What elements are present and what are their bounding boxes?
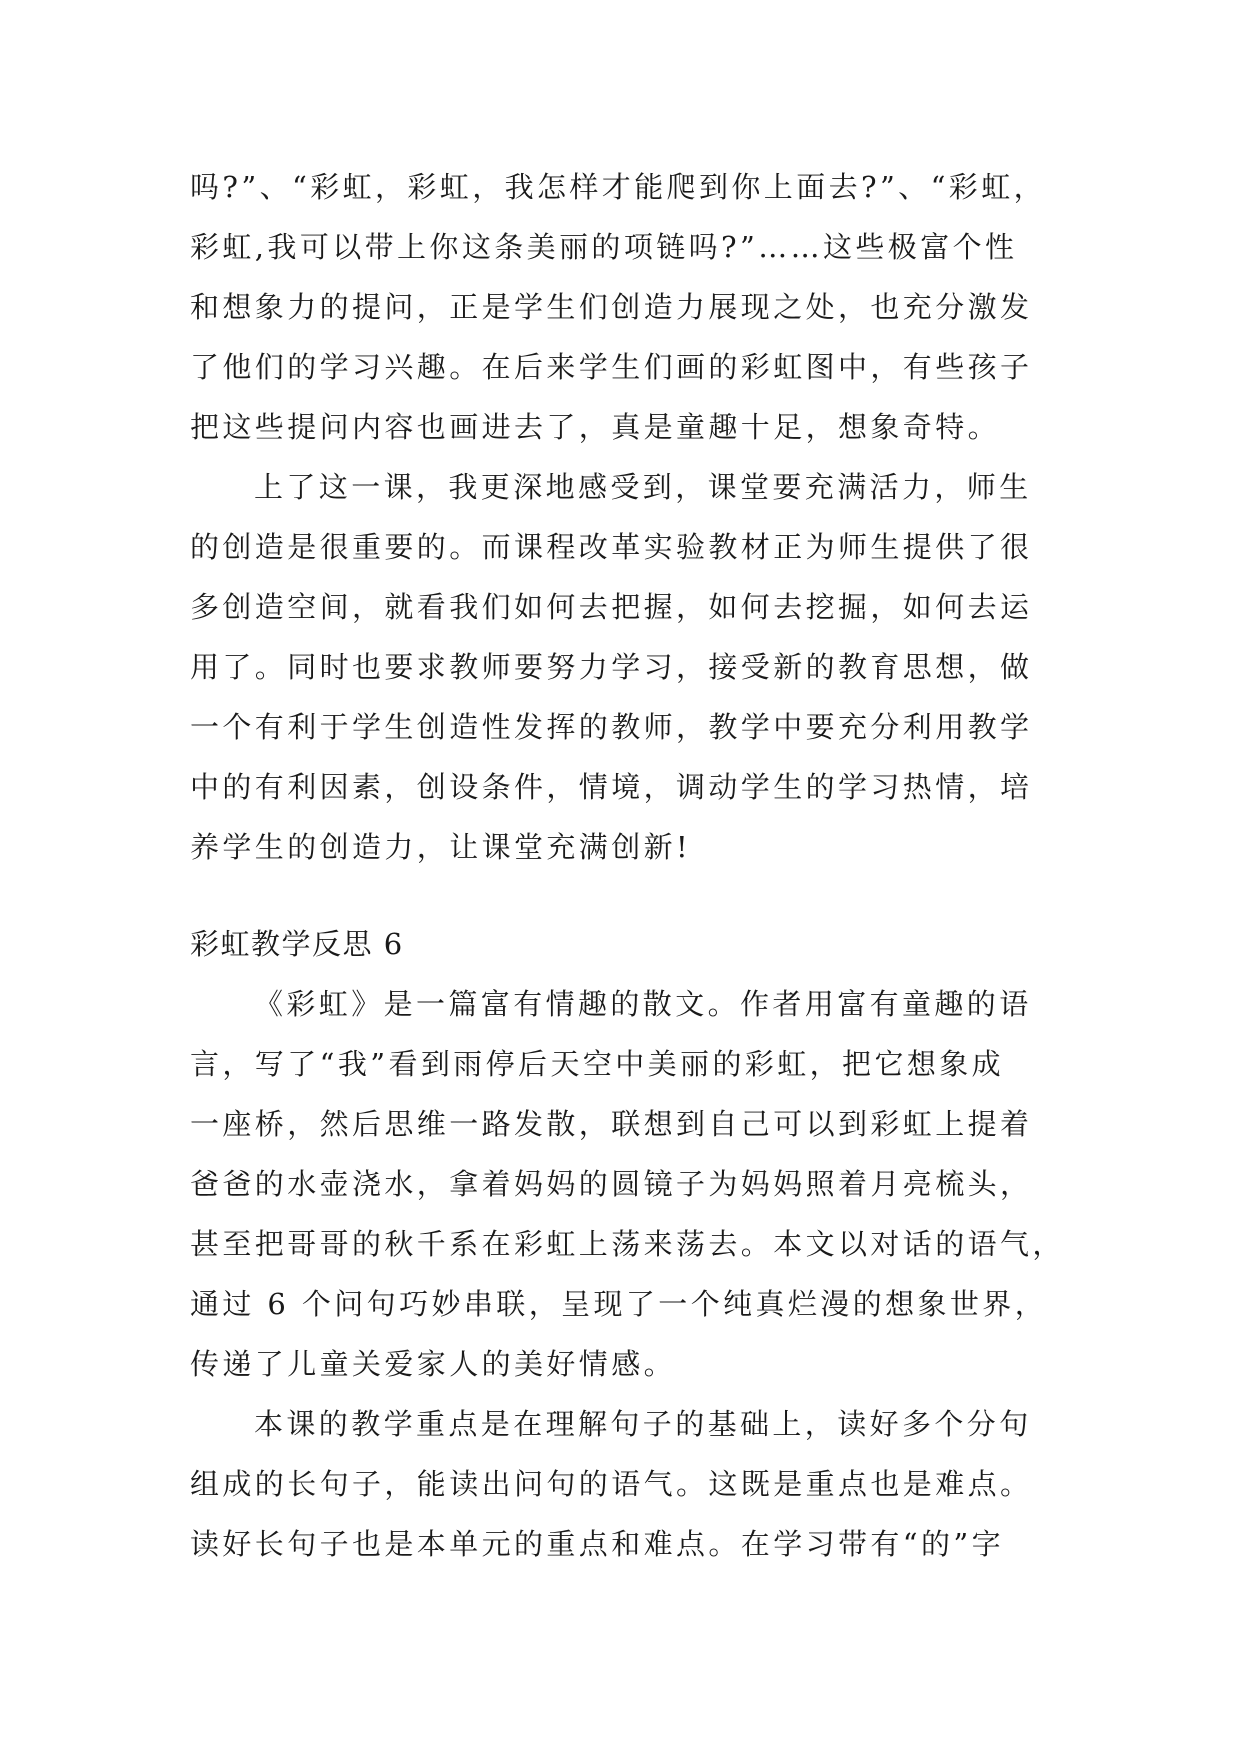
text-line: 中的有利因素，创设条件，情境，调动学生的学习热情，培 [190,770,1033,804]
text-line: 了他们的学习兴趣。在后来学生们画的彩虹图中，有些孩子 [190,350,1033,384]
text-line: 用了。同时也要求教师要努力学习，接受新的教育思想，做 [190,650,1033,684]
body-text-bottom [190,974,1070,1574]
text-line: 吗?”、“彩虹，彩虹，我怎样才能爬到你上面去?”、“彩虹， [190,170,1046,204]
section-heading: 彩虹教学反思 6 [190,927,404,961]
paragraph-first-line: 上了这一课，我更深地感受到，课堂要充满活力，师生 [254,470,1032,504]
text-line: 爸爸的水壶浇水，拿着妈妈的圆镜子为妈妈照着月亮梳头， [190,1167,1033,1201]
text-line: 读好长句子也是本单元的重点和难点。在学习带有“的”字 [190,1527,1005,1561]
text-line: 甚至把哥哥的秋千系在彩虹上荡来荡去。本文以对话的语气， [190,1227,1065,1261]
text-line: 一个有利于学生创造性发挥的教师，教学中要充分利用教学 [190,710,1033,744]
text-line: 的创造是很重要的。而课程改革实验教材正为师生提供了很 [190,530,1033,564]
text-line: 言，写了“我”看到雨停后天空中美丽的彩虹，把它想象成 [190,1047,1005,1081]
text-line: 一座桥，然后思维一路发散，联想到自己可以到彩虹上提着 [190,1107,1033,1141]
text-line: 把这些提问内容也画进去了，真是童趣十足，想象奇特。 [190,410,1001,444]
text-line: 通过 6 个问句巧妙串联，呈现了一个纯真烂漫的想象世界， [190,1287,1048,1321]
text-line: 养学生的创造力，让课堂充满创新! [190,830,692,864]
text-line: 和想象力的提问，正是学生们创造力展现之处，也充分激发 [190,290,1033,324]
text-line: 传递了儿童关爱家人的美好情感。 [190,1347,677,1381]
text-line: 多创造空间，就看我们如何去把握，如何去挖掘，如何去运 [190,590,1033,624]
paragraph-first-line: 本课的教学重点是在理解句子的基础上，读好多个分句 [254,1407,1032,1441]
body-text-top [190,157,1070,877]
text-line: 组成的长句子，能读出问句的语气。这既是重点也是难点。 [190,1467,1033,1501]
paragraph-first-line: 《彩虹》是一篇富有情趣的散文。作者用富有童趣的语 [254,987,1032,1021]
text-line: 彩虹,我可以带上你这条美丽的项链吗?”……这些极富个性 [190,230,1018,264]
